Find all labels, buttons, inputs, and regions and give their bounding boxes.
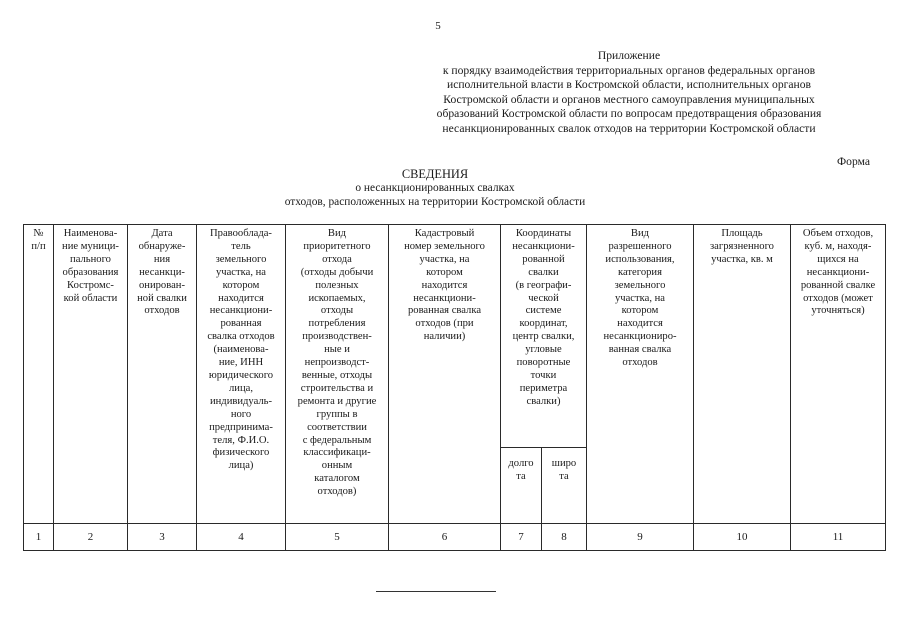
header-cell-cadastral-number: Кадастровый номер земельного участка, на котором находится несанкциони- рованная свалка отходов (при наличии) — [389, 225, 501, 524]
column-number: 10 — [694, 524, 791, 551]
column-number: 7 — [501, 524, 542, 551]
header-cell-municipality: Наименова- ние муници- пального образования Костромс- кой области — [54, 225, 128, 524]
header-cell-latitude: широ та — [542, 448, 587, 524]
column-number: 4 — [197, 524, 286, 551]
header-cell-detection-date: Дата обнаруже- ния несанкци- онирован- ной свалки отходов — [128, 225, 197, 524]
document-title-line: отходов, расположенных на территории Костромской области — [284, 196, 586, 208]
header-cell-area: Площадь загрязненного участка, кв. м — [694, 225, 791, 524]
appendix-line: образований Костромской области по вопросам предотвращения образования — [436, 107, 822, 121]
column-number: 11 — [791, 524, 886, 551]
column-number: 3 — [128, 524, 197, 551]
table-header-row — [24, 225, 886, 448]
form-label: Форма — [837, 155, 870, 168]
column-number: 5 — [286, 524, 389, 551]
header-cell-rightholder: Правооблада- тель земельного участка, на котором находится несанкциони- рованная свалка отходов (наименова- ние, ИНН юридического лица, индивидуаль- ного предпринима- теля, Ф.И.О. физического лица) — [197, 225, 286, 524]
header-cell-permitted-use: Вид разрешенного использования, категория земельного участка, на котором находится несанкциониро- ванная свалка отходов — [587, 225, 694, 524]
footer-divider — [376, 591, 496, 592]
document-title-main: СВЕДЕНИЯ — [401, 167, 469, 181]
table-numbering-row — [24, 524, 886, 551]
appendix-title: Приложение — [597, 49, 661, 62]
appendix-heading — [392, 49, 866, 137]
appendix-line: Костромской области и органов местного самоуправления муниципальных — [443, 92, 815, 106]
column-number: 6 — [389, 524, 501, 551]
dumps-form-table — [23, 224, 886, 551]
appendix-line: к порядку взаимодействия территориальных органов федеральных органов — [442, 63, 816, 77]
page-number: 5 — [435, 20, 441, 32]
column-number: 1 — [24, 524, 54, 551]
header-cell-number: № п/п — [24, 225, 54, 524]
header-cell-longitude: долго та — [501, 448, 542, 524]
header-cell-coordinates: Координаты несанкциони- рованной свалки (в географи- ческой системе координат, центр свалки, угловые поворотные точки периметра свалки) — [501, 225, 587, 448]
column-number: 2 — [54, 524, 128, 551]
header-cell-waste-type: Вид приоритетного отхода (отходы добычи полезных ископаемых, отходы потребления производствен- ные и непроизводст- венные, отходы строительства и ремонта и другие группы в соответствии с федеральным классификаци- онным каталогом отходов) — [286, 225, 389, 524]
appendix-line: несанкционированных свалок отходов на территории Костромской области — [442, 121, 816, 135]
header-cell-volume: Объем отходов, куб. м, находя- щихся на несанкциони- рованной свалке отходов (может уточняться) — [791, 225, 886, 524]
appendix-line: исполнительной власти в Костромской области, исполнительных органов — [446, 78, 811, 92]
document-title-line: о несанкционированных свалках — [355, 182, 515, 194]
document-title — [240, 167, 630, 209]
column-number: 9 — [587, 524, 694, 551]
column-number: 8 — [542, 524, 587, 551]
